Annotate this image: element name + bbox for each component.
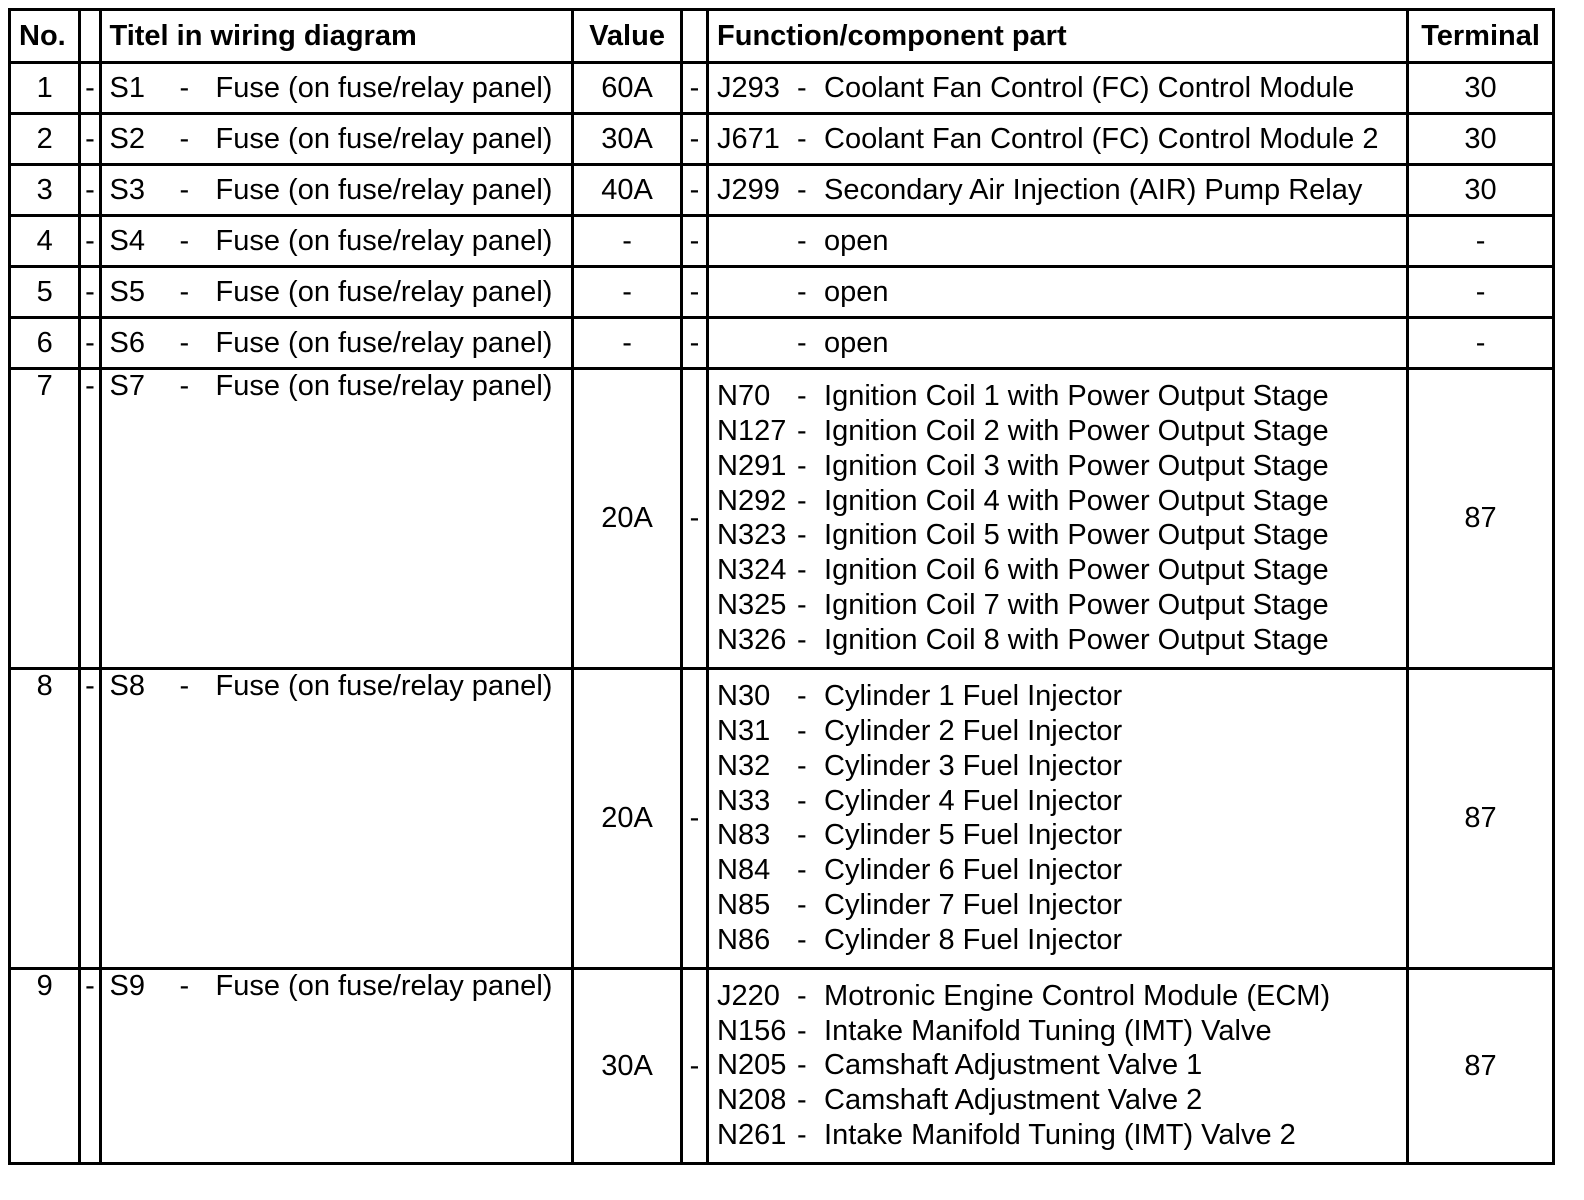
table-row bbox=[10, 267, 1554, 318]
row-dash: - bbox=[80, 165, 100, 216]
row-dash: - bbox=[80, 114, 100, 165]
header-spacer bbox=[80, 10, 100, 63]
component-name: Cylinder 7 Fuel Injector bbox=[824, 888, 1123, 921]
component-name: Ignition Coil 1 with Power Output Stage bbox=[824, 380, 1329, 413]
fuse-description: Fuse (on fuse/relay panel) bbox=[215, 173, 553, 206]
fuse-title-cell bbox=[100, 669, 573, 969]
component-name: Ignition Coil 8 with Power Output Stage bbox=[824, 623, 1329, 656]
component-line bbox=[717, 784, 1398, 819]
row-number: 3 bbox=[10, 165, 80, 216]
table-row bbox=[10, 318, 1554, 369]
component-line bbox=[717, 379, 1398, 414]
fuse-value: 30A bbox=[573, 969, 682, 1164]
component-code: N70 bbox=[717, 380, 771, 413]
fuse-title-cell bbox=[100, 969, 573, 1164]
fuse-value: 20A bbox=[573, 369, 682, 669]
function-cell bbox=[708, 63, 1408, 114]
component-separator: - bbox=[797, 680, 807, 713]
component-separator: - bbox=[797, 173, 807, 206]
row-dash: - bbox=[80, 318, 100, 369]
component-name: Intake Manifold Tuning (IMT) Valve bbox=[824, 1014, 1272, 1047]
fuse-separator: - bbox=[179, 71, 190, 104]
fuse-description: Fuse (on fuse/relay panel) bbox=[215, 670, 553, 702]
row-dash: - bbox=[681, 267, 707, 318]
row-number: 5 bbox=[10, 267, 80, 318]
fuse-code: S3 bbox=[109, 173, 145, 206]
component-separator: - bbox=[797, 979, 807, 1012]
component-line bbox=[717, 714, 1398, 749]
terminal-value: 87 bbox=[1408, 369, 1554, 669]
function-cell bbox=[708, 669, 1408, 969]
function-cell bbox=[708, 114, 1408, 165]
fuse-value: - bbox=[573, 216, 682, 267]
component-line bbox=[717, 276, 1398, 309]
fuse-value: 40A bbox=[573, 165, 682, 216]
row-dash: - bbox=[80, 669, 100, 969]
component-code bbox=[717, 276, 797, 309]
terminal-value: - bbox=[1408, 216, 1554, 267]
component-code: N292 bbox=[717, 484, 787, 517]
component-code: N325 bbox=[717, 588, 787, 621]
fuse-separator: - bbox=[179, 224, 190, 257]
component-code: N84 bbox=[717, 854, 771, 887]
row-dash: - bbox=[80, 63, 100, 114]
fuse-value: 20A bbox=[573, 669, 682, 969]
fuse-separator: - bbox=[179, 122, 190, 155]
component-code: N326 bbox=[717, 623, 787, 656]
fuse-separator: - bbox=[179, 275, 190, 308]
component-line bbox=[717, 853, 1398, 888]
component-name: Ignition Coil 3 with Power Output Stage bbox=[824, 449, 1329, 482]
fuse-description: Fuse (on fuse/relay panel) bbox=[215, 224, 553, 257]
fuse-separator: - bbox=[179, 173, 190, 206]
component-name: Cylinder 4 Fuel Injector bbox=[824, 784, 1123, 817]
fuse-value: - bbox=[573, 318, 682, 369]
fuse-code: S9 bbox=[109, 970, 145, 1002]
fuse-title-cell bbox=[100, 114, 573, 165]
component-name: Coolant Fan Control (FC) Control Module bbox=[824, 71, 1355, 104]
component-separator: - bbox=[797, 415, 807, 447]
row-dash: - bbox=[681, 63, 707, 114]
row-dash: - bbox=[681, 165, 707, 216]
fuse-description: Fuse (on fuse/relay panel) bbox=[215, 122, 553, 155]
component-line bbox=[717, 225, 1398, 258]
fuse-separator: - bbox=[179, 326, 190, 359]
header-function: Function/component part bbox=[708, 10, 1408, 63]
component-separator: - bbox=[797, 888, 807, 921]
row-number: 2 bbox=[10, 114, 80, 165]
component-name: Camshaft Adjustment Valve 1 bbox=[824, 1049, 1203, 1082]
terminal-value: 87 bbox=[1408, 669, 1554, 969]
component-name: Cylinder 8 Fuel Injector bbox=[824, 923, 1123, 956]
table-row bbox=[10, 969, 1554, 1164]
fuse-separator: - bbox=[179, 970, 190, 1002]
component-code: J293 bbox=[717, 71, 780, 104]
component-code: N324 bbox=[717, 554, 787, 587]
fuse-title-cell bbox=[100, 318, 573, 369]
fuse-code: S6 bbox=[109, 326, 145, 359]
component-code: N31 bbox=[717, 715, 771, 747]
row-dash: - bbox=[80, 216, 100, 267]
component-code: N156 bbox=[717, 1014, 787, 1047]
terminal-value: 30 bbox=[1408, 165, 1554, 216]
fuse-code: S5 bbox=[109, 275, 145, 308]
fuse-description: Fuse (on fuse/relay panel) bbox=[215, 275, 553, 308]
component-line bbox=[717, 414, 1398, 449]
component-name: Cylinder 6 Fuel Injector bbox=[824, 854, 1123, 887]
component-separator: - bbox=[797, 1049, 807, 1082]
component-line bbox=[717, 923, 1398, 958]
table-row bbox=[10, 216, 1554, 267]
terminal-value: 30 bbox=[1408, 63, 1554, 114]
component-code: N323 bbox=[717, 519, 787, 552]
component-name: Camshaft Adjustment Valve 2 bbox=[824, 1084, 1203, 1117]
terminal-value: - bbox=[1408, 267, 1554, 318]
function-cell bbox=[708, 267, 1408, 318]
row-dash: - bbox=[681, 114, 707, 165]
row-dash: - bbox=[681, 369, 707, 669]
component-name: Ignition Coil 5 with Power Output Stage bbox=[824, 519, 1329, 552]
fuse-code: S1 bbox=[109, 71, 145, 104]
row-dash: - bbox=[681, 669, 707, 969]
component-line bbox=[717, 588, 1398, 623]
component-name: Secondary Air Injection (AIR) Pump Relay bbox=[824, 173, 1363, 206]
component-separator: - bbox=[797, 715, 807, 747]
component-line bbox=[717, 1014, 1398, 1049]
row-number: 4 bbox=[10, 216, 80, 267]
component-code: J671 bbox=[717, 122, 780, 155]
row-number: 6 bbox=[10, 318, 80, 369]
component-separator: - bbox=[797, 224, 807, 257]
header-no: No. bbox=[10, 10, 80, 63]
fuse-code: S4 bbox=[109, 224, 145, 257]
component-separator: - bbox=[797, 326, 807, 359]
component-code: N33 bbox=[717, 784, 771, 817]
component-name: open bbox=[824, 224, 889, 257]
table-row bbox=[10, 165, 1554, 216]
fuse-assignment-table bbox=[8, 8, 1555, 1165]
component-code: N83 bbox=[717, 819, 771, 852]
component-separator: - bbox=[797, 380, 807, 413]
component-line bbox=[717, 819, 1398, 854]
component-code: N30 bbox=[717, 680, 771, 713]
component-name: Coolant Fan Control (FC) Control Module 2 bbox=[824, 122, 1379, 155]
component-name: Cylinder 5 Fuel Injector bbox=[824, 819, 1123, 852]
fuse-value: - bbox=[573, 267, 682, 318]
table-row bbox=[10, 669, 1554, 969]
component-name: Cylinder 1 Fuel Injector bbox=[824, 680, 1123, 713]
component-separator: - bbox=[797, 449, 807, 482]
row-number: 1 bbox=[10, 63, 80, 114]
row-dash: - bbox=[80, 267, 100, 318]
component-separator: - bbox=[797, 749, 807, 782]
component-line bbox=[717, 749, 1398, 784]
header-value: Value bbox=[573, 10, 682, 63]
component-code bbox=[717, 327, 797, 360]
row-number: 9 bbox=[10, 969, 80, 1164]
terminal-value: - bbox=[1408, 318, 1554, 369]
component-separator: - bbox=[797, 923, 807, 956]
row-dash: - bbox=[681, 969, 707, 1164]
component-name: Cylinder 3 Fuel Injector bbox=[824, 749, 1123, 782]
component-line bbox=[717, 553, 1398, 588]
component-name: open bbox=[824, 326, 889, 359]
fuse-code: S2 bbox=[109, 122, 145, 155]
component-separator: - bbox=[797, 588, 807, 621]
fuse-value: 60A bbox=[573, 63, 682, 114]
row-dash: - bbox=[80, 969, 100, 1164]
table-row bbox=[10, 63, 1554, 114]
component-separator: - bbox=[797, 1119, 807, 1152]
component-separator: - bbox=[797, 1014, 807, 1047]
fuse-description: Fuse (on fuse/relay panel) bbox=[215, 71, 553, 104]
component-separator: - bbox=[797, 554, 807, 587]
terminal-value: 87 bbox=[1408, 969, 1554, 1164]
function-cell bbox=[708, 369, 1408, 669]
component-line bbox=[717, 72, 1398, 105]
component-code: N86 bbox=[717, 923, 771, 956]
component-line bbox=[717, 519, 1398, 554]
component-name: Motronic Engine Control Module (ECM) bbox=[824, 979, 1331, 1012]
component-code: N205 bbox=[717, 1049, 787, 1082]
component-code: N261 bbox=[717, 1119, 787, 1152]
function-cell bbox=[708, 216, 1408, 267]
component-separator: - bbox=[797, 275, 807, 308]
component-name: Ignition Coil 4 with Power Output Stage bbox=[824, 484, 1329, 517]
table-row bbox=[10, 369, 1554, 669]
component-code: J220 bbox=[717, 979, 780, 1012]
fuse-code: S7 bbox=[109, 370, 145, 402]
terminal-value: 30 bbox=[1408, 114, 1554, 165]
fuse-description: Fuse (on fuse/relay panel) bbox=[215, 326, 553, 359]
component-code: N85 bbox=[717, 888, 771, 921]
component-separator: - bbox=[797, 122, 807, 155]
component-line bbox=[717, 449, 1398, 484]
row-number: 8 bbox=[10, 669, 80, 969]
function-cell bbox=[708, 165, 1408, 216]
fuse-description: Fuse (on fuse/relay panel) bbox=[215, 370, 553, 402]
header-row bbox=[10, 10, 1554, 63]
component-separator: - bbox=[797, 1084, 807, 1117]
header-title: Titel in wiring diagram bbox=[100, 10, 573, 63]
component-line bbox=[717, 1118, 1398, 1153]
fuse-title-cell bbox=[100, 216, 573, 267]
fuse-description: Fuse (on fuse/relay panel) bbox=[215, 970, 553, 1002]
component-separator: - bbox=[797, 71, 807, 104]
table-row bbox=[10, 114, 1554, 165]
fuse-title-cell bbox=[100, 369, 573, 669]
component-line bbox=[717, 1083, 1398, 1118]
component-code bbox=[717, 225, 797, 258]
component-separator: - bbox=[797, 519, 807, 552]
component-code: N208 bbox=[717, 1084, 787, 1117]
component-separator: - bbox=[797, 784, 807, 817]
row-number: 7 bbox=[10, 369, 80, 669]
component-separator: - bbox=[797, 623, 807, 656]
component-name: Intake Manifold Tuning (IMT) Valve 2 bbox=[824, 1119, 1296, 1152]
table-body bbox=[10, 63, 1554, 1164]
component-line bbox=[717, 679, 1398, 714]
component-line bbox=[717, 174, 1398, 207]
component-line bbox=[717, 123, 1398, 156]
fuse-title-cell bbox=[100, 63, 573, 114]
fuse-code: S8 bbox=[109, 670, 145, 702]
component-line bbox=[717, 979, 1398, 1014]
header-spacer bbox=[681, 10, 707, 63]
function-cell bbox=[708, 969, 1408, 1164]
component-name: open bbox=[824, 275, 889, 308]
component-name: Ignition Coil 2 with Power Output Stage bbox=[824, 415, 1329, 447]
fuse-title-cell bbox=[100, 267, 573, 318]
component-name: Ignition Coil 7 with Power Output Stage bbox=[824, 588, 1329, 621]
component-code: J299 bbox=[717, 173, 780, 206]
fuse-separator: - bbox=[179, 670, 190, 702]
row-dash: - bbox=[80, 369, 100, 669]
component-code: N127 bbox=[717, 415, 787, 447]
row-dash: - bbox=[681, 318, 707, 369]
component-line bbox=[717, 1049, 1398, 1084]
row-dash: - bbox=[681, 216, 707, 267]
component-code: N32 bbox=[717, 749, 771, 782]
component-separator: - bbox=[797, 819, 807, 852]
function-cell bbox=[708, 318, 1408, 369]
component-line bbox=[717, 888, 1398, 923]
component-line bbox=[717, 623, 1398, 658]
fuse-separator: - bbox=[179, 370, 190, 402]
component-line bbox=[717, 327, 1398, 360]
fuse-value: 30A bbox=[573, 114, 682, 165]
fuse-title-cell bbox=[100, 165, 573, 216]
component-line bbox=[717, 484, 1398, 519]
header-terminal: Terminal bbox=[1408, 10, 1554, 63]
component-code: N291 bbox=[717, 449, 787, 482]
component-name: Ignition Coil 6 with Power Output Stage bbox=[824, 554, 1329, 587]
component-separator: - bbox=[797, 854, 807, 887]
component-separator: - bbox=[797, 484, 807, 517]
component-name: Cylinder 2 Fuel Injector bbox=[824, 715, 1123, 747]
